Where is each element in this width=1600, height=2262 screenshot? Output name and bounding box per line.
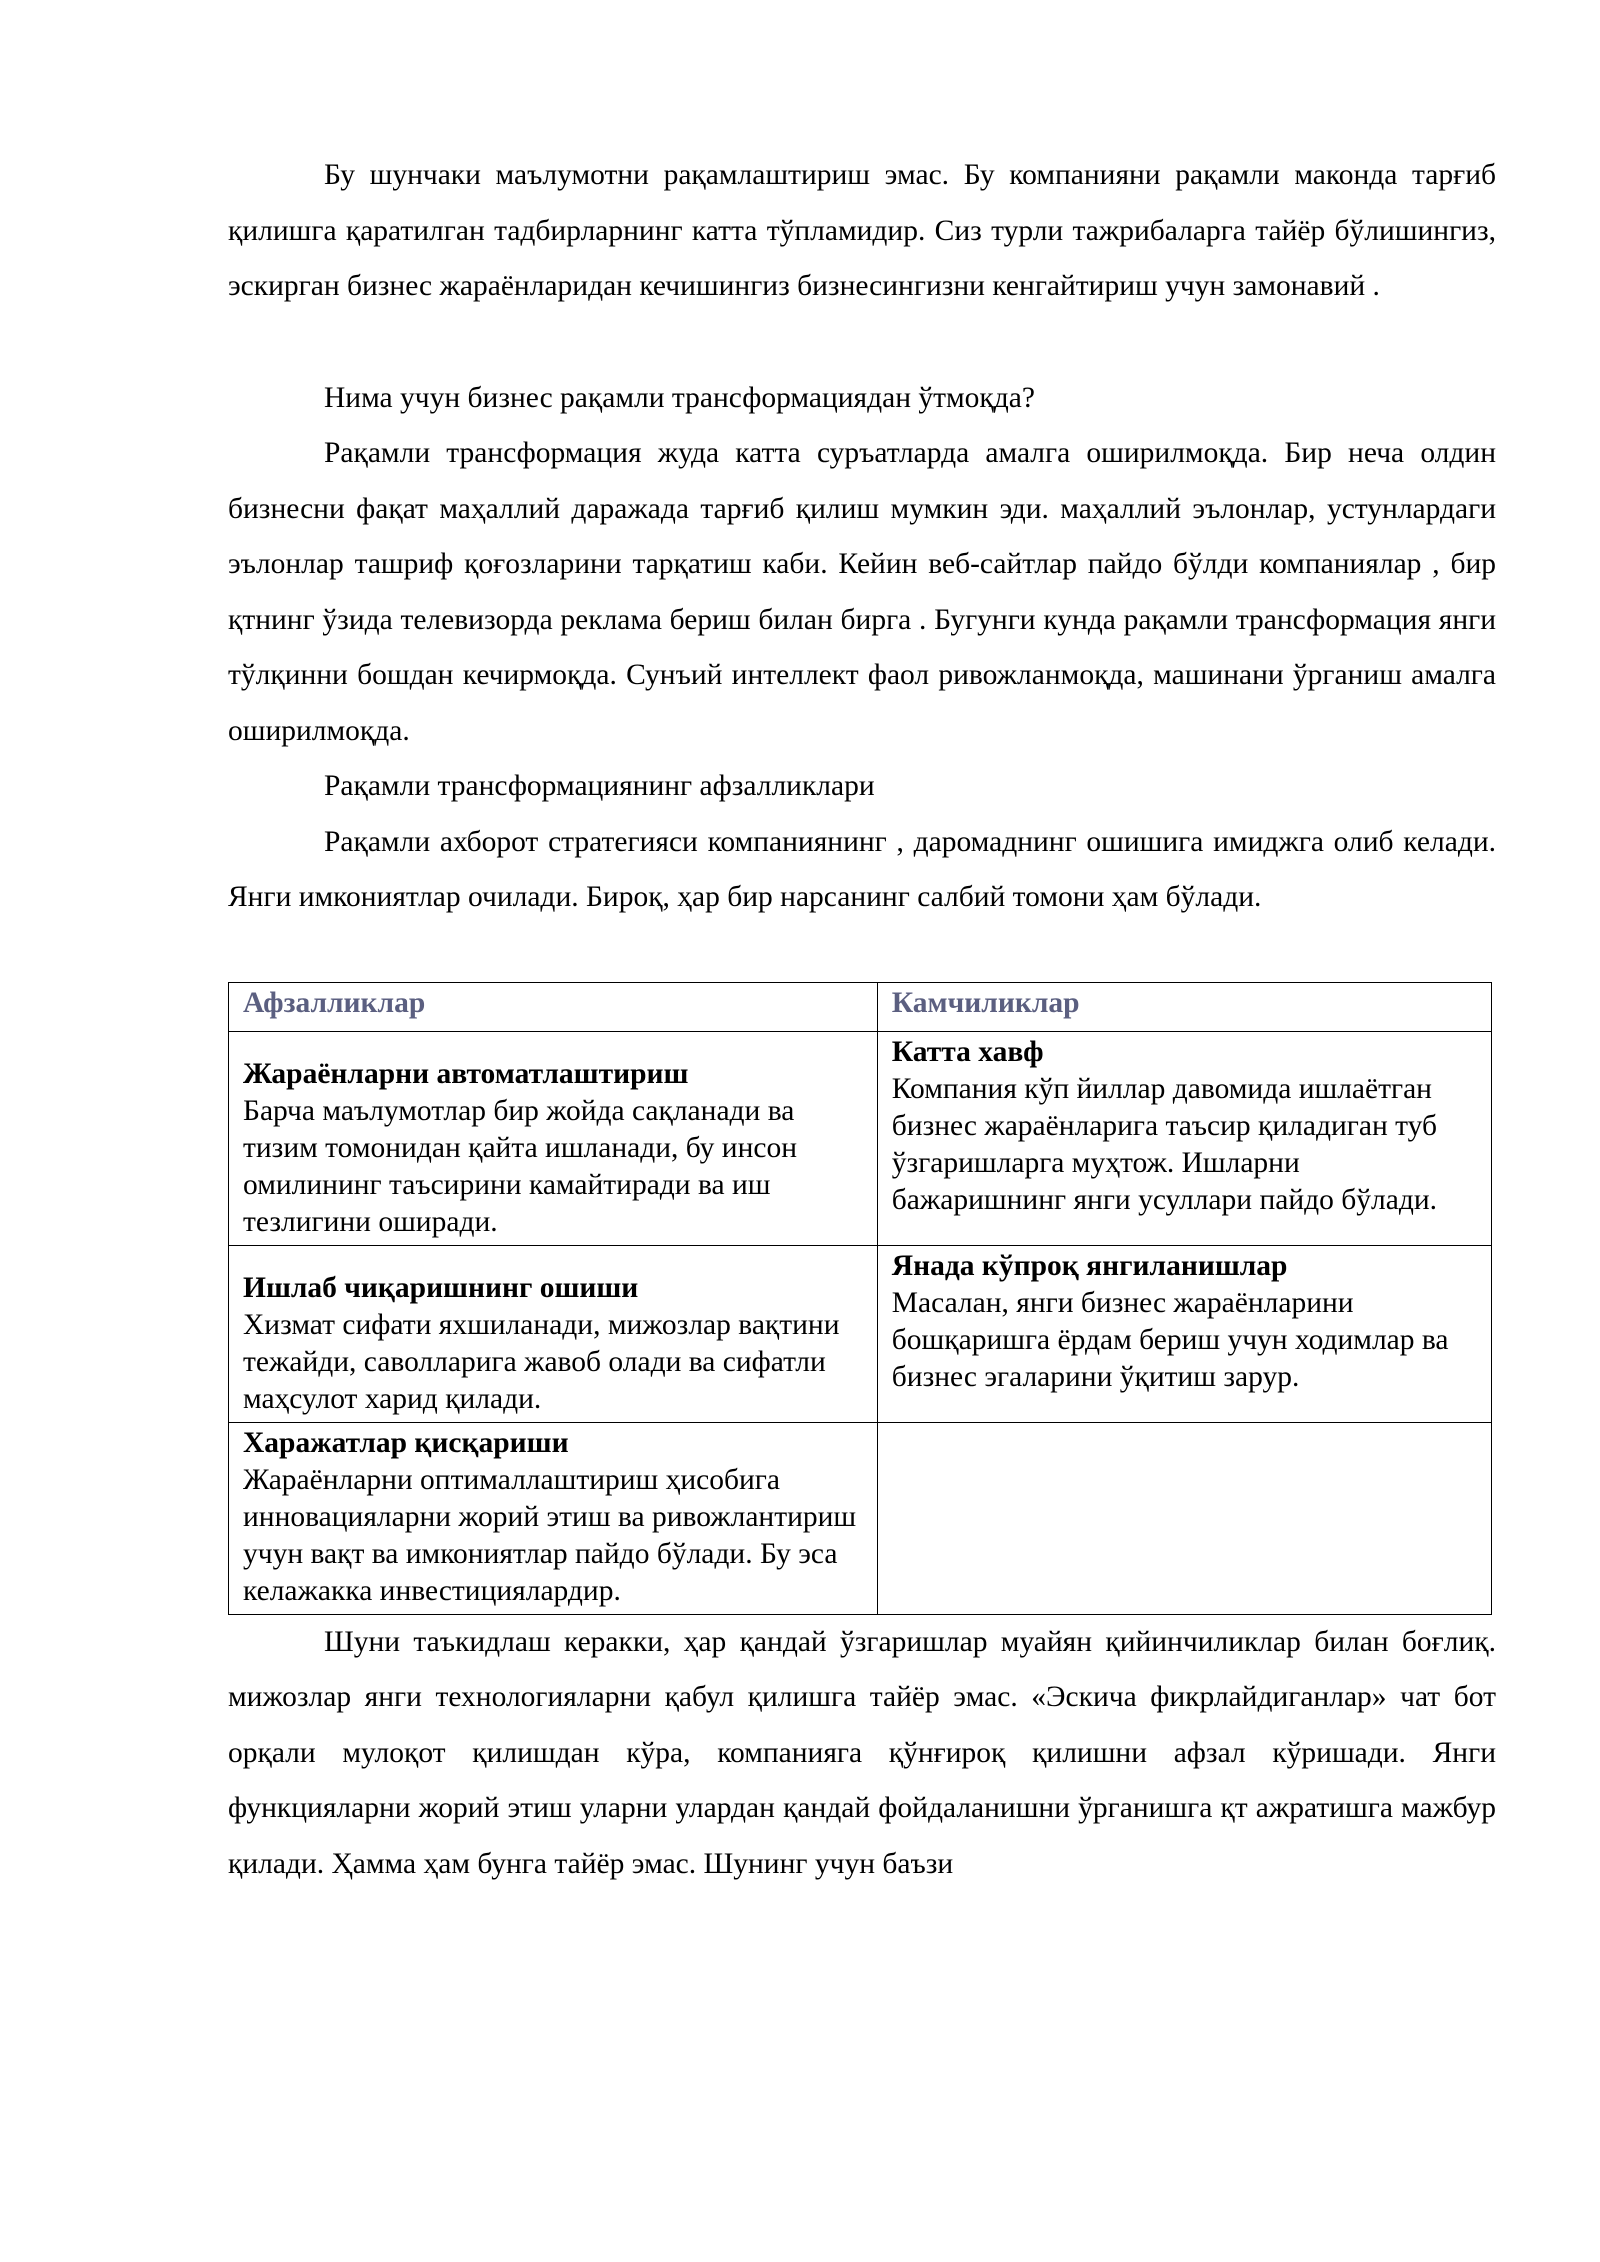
table-header-row: [229, 982, 1492, 1031]
advantage-text: Хизмат сифати яхшиланади, мижозлар вақтини тежайди, саволларига жавоб олади ва сифатли маҳсулот харид қилади.: [243, 1308, 840, 1415]
header-disadvantages: Камчиликлар: [877, 982, 1491, 1031]
disadvantage-cell-empty: [877, 1422, 1491, 1614]
advantage-cell: [229, 1031, 878, 1245]
advantage-title: Жараёнларни автоматлаштириш: [243, 1057, 689, 1090]
advantage-title: Харажатлар қисқариши: [243, 1426, 569, 1459]
paragraph-challenges: Шуни таъкидлаш керакки, ҳар қандай ўзгаришлар муайян қийинчиликлар билан боғлиқ. мижозлар янги технологияларни қабул қилишга тайёр эмас. «Эскича фикрлайдиганлар» чат бот орқали мулоқот қилишдан кўра, компанияга қўнғироқ қилишни афзал кўришади. Янги функцияларни жорий этиш уларни улардан қандай фойдаланишни ўрганишга қт ажратишга мажбур қилади. Ҳамма ҳам бунга тайёр эмас. Шунинг учун баъзи: [228, 1625, 1496, 1880]
paragraph-transformation: Рақамли трансформация жуда катта суръатларда амалга оширилмоқда. Бир неча олдин бизнесни фақат маҳаллий даражада тарғиб қилиш мумкин эди. маҳаллий эълонлар, устунлардаги эълонлар ташриф қоғозларини тарқатиш каби. Кейин веб-сайтлар пайдо бўлди компаниялар , бир қтнинг ўзида телевизорда реклама бериш билан бирга . Бугунги кунда рақамли трансформация янги тўлқинни бошдан кечирмоқда. Сунъий интеллект фаол ривожланмоқда, машинани ўрганиш амалга оширилмоқда.: [228, 437, 1496, 747]
disadvantage-cell: [877, 1245, 1491, 1422]
section-advantages-heading: Рақамли трансформациянинг афзалликлари: [324, 770, 875, 802]
disadvantage-text: Компания кўп йиллар давомида ишлаётган бизнес жараёнларига таъсир қиладиган туб ўзгаришларга муҳтож. Ишларни бажаришнинг янги усуллари пайдо бўлади.: [891, 1072, 1438, 1216]
disadvantage-title: Катта хавф: [891, 1035, 1044, 1068]
paragraph-intro: Бу шунчаки маълумотни рақамлаштириш эмас. Бу компанияни рақамли маконда тарғиб қилишга қаратилган тадбирларнинг катта тўпламидир. Сиз турли тажрибаларга тайёр бўлишингиз, эскирган бизнес жараёнларидан кечишингиз бизнесингизни кенгайтириш учун замонавий .: [228, 159, 1496, 302]
advantage-title: Ишлаб чиқаришнинг ошиши: [243, 1271, 639, 1304]
blank-line: [228, 926, 1496, 982]
advantage-text: Барча маълумотлар бир жойда сақланади ва тизим томонидан қайта ишланади, бу инсон омилининг таъсирини камайтиради ва иш тезлигини оширади.: [243, 1094, 798, 1238]
advantage-cell: [229, 1422, 878, 1614]
disadvantage-cell: [877, 1031, 1491, 1245]
advantage-text: Жараёнларни оптималлаштириш ҳисобига инновацияларни жорий этиш ва ривожлантириш учун вақт ва имкониятлар пайдо бўлади. Бу эса келажакка инвестициялардир.: [243, 1463, 857, 1607]
paragraph-strategy: Рақамли ахборот стратегияси компаниянинг , даромаднинг ошишига имиджга олиб келади. Янги имкониятлар очилади. Бироқ, ҳар бир нарсанинг салбий томони ҳам бўлади.: [228, 825, 1496, 913]
table-row: [229, 1031, 1492, 1245]
blank-line: [228, 315, 1496, 371]
disadvantage-text: Масалан, янги бизнес жараёнларини бошқаришга ёрдам бериш учун ходимлар ва бизнес эгаларини ўқитиш зарур.: [891, 1286, 1449, 1393]
header-advantages: Афзалликлар: [229, 982, 878, 1031]
pros-cons-table: [228, 982, 1492, 1615]
section-question: Нима учун бизнес рақамли трансформациядан ўтмоқда?: [324, 381, 1035, 414]
table-row: [229, 1422, 1492, 1614]
document-page: [228, 148, 1496, 1892]
table-row: [229, 1245, 1492, 1422]
advantage-cell: [229, 1245, 878, 1422]
disadvantage-title: Янада кўпроқ янгиланишлар: [891, 1249, 1288, 1282]
